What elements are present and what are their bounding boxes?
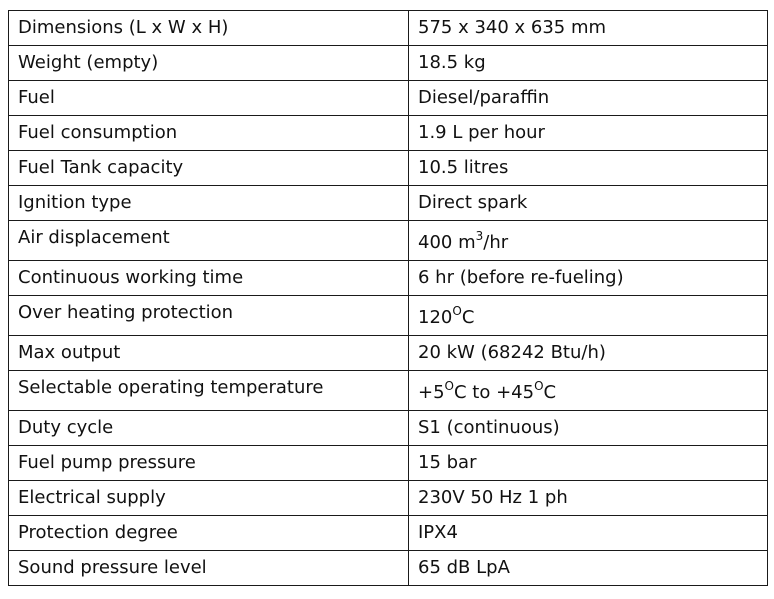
row-label: Weight (empty) — [9, 46, 409, 81]
value-text: 120 — [418, 307, 453, 328]
table-row — [9, 221, 768, 261]
row-value: Diesel/paraffin — [409, 81, 768, 116]
row-value: IPX4 — [409, 516, 768, 551]
value-text: C — [543, 382, 557, 403]
value-text: C to +45 — [454, 382, 535, 403]
row-label: Electrical supply — [9, 481, 409, 516]
table-row — [9, 336, 768, 371]
row-value: 20 kW (68242 Btu/h) — [409, 336, 768, 371]
degree-symbol: O — [534, 379, 544, 393]
row-label: Fuel Tank capacity — [9, 151, 409, 186]
row-label: Duty cycle — [9, 411, 409, 446]
value-text: /hr — [483, 232, 509, 253]
row-value: 6 hr (before re-fueling) — [409, 261, 768, 296]
row-label: Dimensions (L x W x H) — [9, 11, 409, 46]
table-row — [9, 116, 768, 151]
row-value — [409, 296, 768, 336]
table-row — [9, 11, 768, 46]
table-row — [9, 516, 768, 551]
table-row — [9, 151, 768, 186]
table-row — [9, 411, 768, 446]
table-row — [9, 261, 768, 296]
row-label: Fuel — [9, 81, 409, 116]
row-label: Fuel consumption — [9, 116, 409, 151]
row-value: 230V 50 Hz 1 ph — [409, 481, 768, 516]
value-text: 400 m — [418, 232, 476, 253]
row-label: Air displacement — [9, 221, 409, 261]
value-text: +5 — [418, 382, 445, 403]
table-row — [9, 296, 768, 336]
spec-table — [8, 10, 768, 586]
row-label: Selectable operating temperature — [9, 371, 409, 411]
row-value: 18.5 kg — [409, 46, 768, 81]
degree-symbol: O — [444, 379, 454, 393]
row-label: Max output — [9, 336, 409, 371]
table-row — [9, 81, 768, 116]
row-value — [409, 371, 768, 411]
table-row — [9, 186, 768, 221]
degree-symbol: O — [452, 304, 462, 318]
row-label: Over heating protection — [9, 296, 409, 336]
row-value: S1 (continuous) — [409, 411, 768, 446]
row-label: Ignition type — [9, 186, 409, 221]
superscript: 3 — [475, 229, 484, 243]
row-label: Protection degree — [9, 516, 409, 551]
table-row — [9, 371, 768, 411]
row-value: 1.9 L per hour — [409, 116, 768, 151]
table-row — [9, 481, 768, 516]
table-row — [9, 446, 768, 481]
row-value: 15 bar — [409, 446, 768, 481]
row-value: 10.5 litres — [409, 151, 768, 186]
row-value: Direct spark — [409, 186, 768, 221]
table-row — [9, 551, 768, 586]
row-value — [409, 221, 768, 261]
row-label: Sound pressure level — [9, 551, 409, 586]
row-value: 65 dB LpA — [409, 551, 768, 586]
table-row — [9, 46, 768, 81]
value-text: C — [461, 307, 475, 328]
row-label: Continuous working time — [9, 261, 409, 296]
row-value: 575 x 340 x 635 mm — [409, 11, 768, 46]
row-label: Fuel pump pressure — [9, 446, 409, 481]
